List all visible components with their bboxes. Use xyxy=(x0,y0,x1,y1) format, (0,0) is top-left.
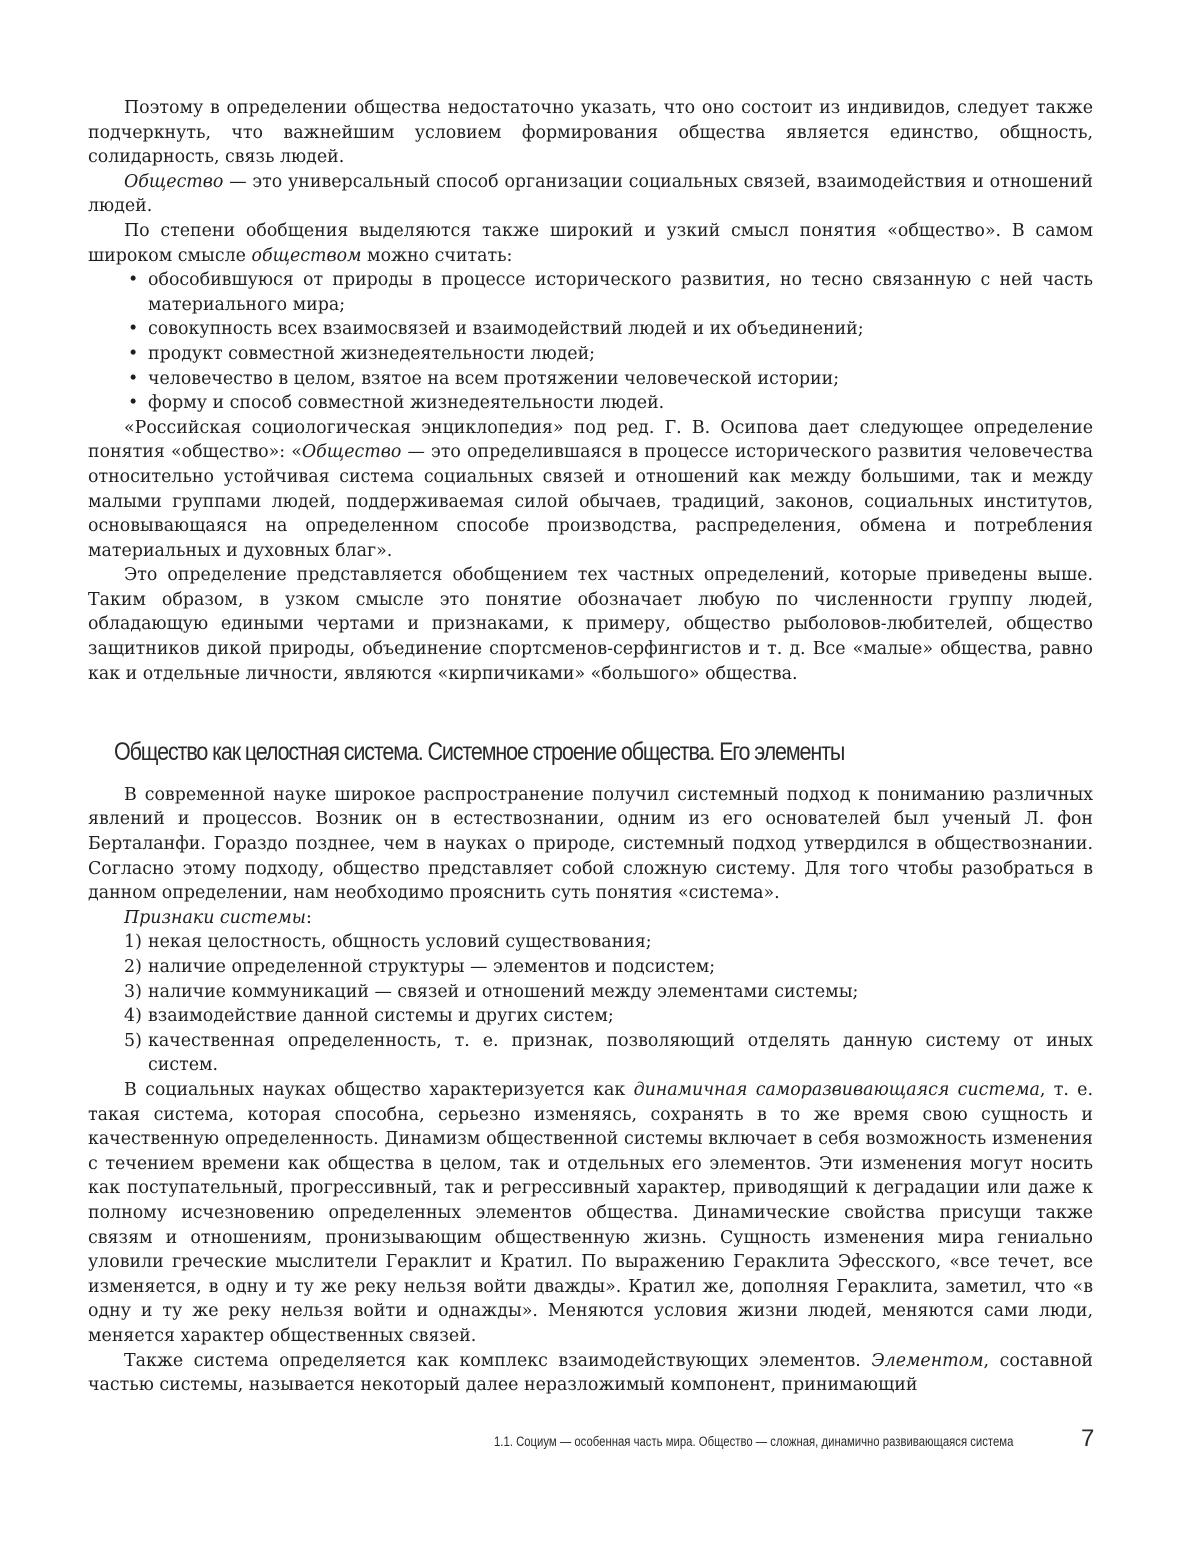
paragraph-text: По степени обобщения выделяются также широкий и узкий смысл понятия «общество». В самом широком смысле xyxy=(88,220,1093,266)
paragraph-text: : xyxy=(305,907,312,928)
paragraph-text: , т. е. такая система, которая способна, серьезно изменяясь, сохранять в то же время свою сущность и качественную определенность. Динамизм общественной системы включает в себя возможность изменения с течением времени как общества в целом, так и отдельных его элементов. Эти изменения могут носить как поступательный, прогрессивный, так и регрессивный характер, приводящий к деградации или даже к полному исчезновению определенных элементов общества. Динамические свойства присущи также связям и отношениям, пронизывающим общественную жизнь. Сущность изменения мира гениально уловили греческие мыслители Гераклит и Кратил. По выражению Гераклита Эфесского, «все течет, все изменяется, в одну и ту же реку нельзя войти дважды». Кратил же, дополняя Гераклита, заметил, что «в одну и ту же реку нельзя войти и однажды». Меняются условия жизни людей, меняются сами люди, меняется характер общественных связей. xyxy=(88,1079,1093,1346)
paragraph-text: Также система определяется как комплекс взаимодействующих элементов. xyxy=(124,1350,872,1371)
item-text: наличие коммуникаций — связей и отношений между элементами системы; xyxy=(148,981,859,1002)
section-heading: Общество как целостная система. Системное строение общества. Его элементы xyxy=(114,738,845,767)
bullet-list xyxy=(88,268,1093,416)
item-text: качественная определенность, т. е. признак, позволяющий отделять данную систему от иных систем. xyxy=(148,1030,1093,1076)
paragraph-society-definition xyxy=(88,170,1093,219)
bullet-item: • продукт совместной жизнедеятельности людей; xyxy=(88,342,1093,367)
bullet-item: • форму и способ совместной жизнедеятельности людей. xyxy=(88,391,1093,416)
numbered-item xyxy=(88,1029,1093,1078)
item-text: наличие определенной структуры — элементов и подсистем; xyxy=(148,957,716,977)
paragraph-text: — это определившаяся в процессе исторического развития человечества относительно устойчивая система социальных связей и отношений как между большими, так и между малыми группами людей, поддерживаемая силой обычаев, традиций, законов, социальных институтов, основывающаяся на определенном способе производства, распределения, обмена и потребления материальных и духовных благ». xyxy=(88,442,1093,561)
paragraph-systems-approach: В современной науке широкое распространение получил системный подход к пониманию различных явлений и процессов. Возник он в естествознании, одним из его основателей был ученый Л. фон Берталанфи. Гораздо позднее, чем в науках о природе, системный подход утвердился в обществознании. Согласно этому подходу, общество представляет собой сложную систему. Для того чтобы разобраться в данном определении, нам необходимо прояснить суть понятия «система». xyxy=(88,784,1093,904)
bullet-item: • обособившуюся от природы в процессе исторического развития, но тесно связанную с ней часть материального мира; xyxy=(88,268,1093,317)
numbered-item xyxy=(88,955,1093,980)
term-system-features: Признаки системы xyxy=(124,907,306,928)
term-society: Общество xyxy=(301,442,402,463)
bullet-item: • человечество в целом, взятое на всем протяжении человеческой истории; xyxy=(88,367,1093,392)
paragraph-intro: Поэтому в определении общества недостаточно указать, что оно состоит из индивидов, следует также подчеркнуть, что важнейшим условием формирования общества является единство, общность, солидарность, связь людей. xyxy=(88,98,1093,168)
page-body xyxy=(88,96,1093,1398)
numbered-item xyxy=(88,930,1093,955)
item-number: 2) xyxy=(124,957,142,977)
item-number: 5) xyxy=(124,1030,142,1051)
page-number: 7 xyxy=(1081,1425,1095,1452)
term-dynamic-system: динамичная саморазвивающаяся система xyxy=(633,1079,1040,1100)
paragraph-dynamic-system xyxy=(88,1078,1093,1349)
item-number: 1) xyxy=(124,932,142,953)
term-society: Общество xyxy=(124,171,224,192)
paragraph-text: «Российская социологическая энциклопедия» под ред. Г. В. Осипова дает следующее определение понятия «общество»: « xyxy=(88,417,1093,463)
paragraph-broad-narrow xyxy=(88,219,1093,268)
numbered-list xyxy=(88,930,1093,1078)
bullet-item: • совокупность всех взаимосвязей и взаимодействий людей и их объединений; xyxy=(88,317,1093,342)
paragraph-text: , составной частью системы, называется некоторый далее неразложимый компонент, принимающий xyxy=(88,1350,1094,1396)
numbered-item xyxy=(88,980,1093,1005)
paragraph-encyclopedia xyxy=(88,416,1093,564)
paragraph-element xyxy=(88,1349,1093,1398)
paragraph-text: можно считать: xyxy=(361,245,513,266)
paragraph-system-features xyxy=(88,906,1093,931)
item-text: некая целостность, общность условий существования; xyxy=(148,932,652,953)
item-text: взаимодействие данной системы и других систем; xyxy=(148,1006,614,1027)
running-footer: 1.1. Социум — особенная часть мира. Общество — сложная, динамично развивающаяся система xyxy=(494,1434,1014,1449)
term-society-instr: обществом xyxy=(251,245,362,266)
term-element: Элементом xyxy=(871,1350,984,1371)
numbered-item xyxy=(88,1004,1093,1029)
paragraph-text: — это универсальный способ организации социальных связей, взаимодействия и отношений людей. xyxy=(88,171,1093,217)
item-number: 4) xyxy=(124,1006,142,1027)
paragraph-text: В социальных науках общество характеризуется как xyxy=(124,1079,634,1100)
paragraph-generalization: Это определение представляется обобщением тех частных определений, которые приведены выше. Таким образом, в узком смысле это понятие обозначает любую по численности группу людей, обладающую едиными чертами и признаками, к примеру, общество рыболовов-любителей, общество защитников дикой природы, объединение спортсменов-серфингистов и т. д. Все «малые» общества, равно как и отдельные личности, являются «кирпичиками» «большого» общества. xyxy=(88,565,1093,684)
item-number: 3) xyxy=(124,981,142,1002)
